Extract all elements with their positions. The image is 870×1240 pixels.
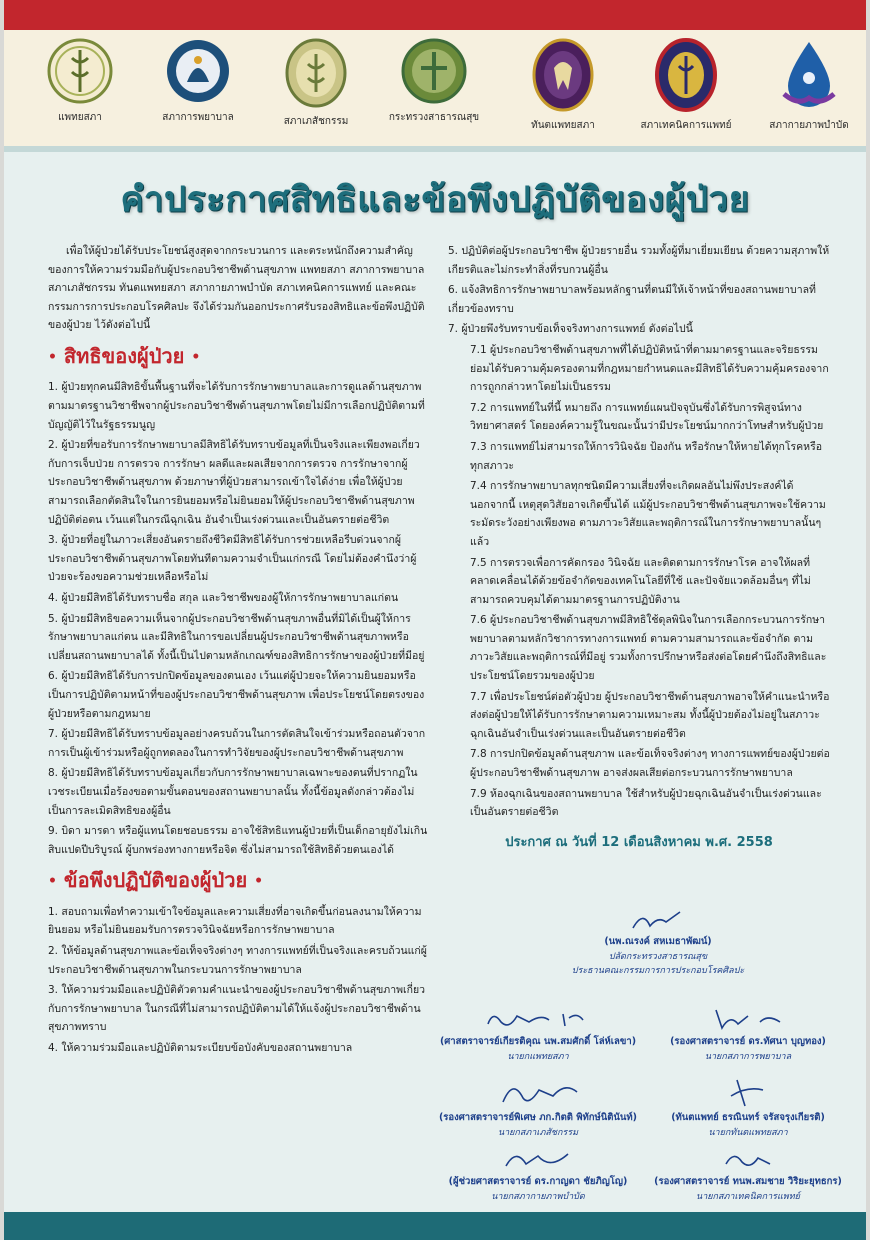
logo-label: กระทรวงสาธารณสุข — [388, 112, 480, 123]
rights-heading — [48, 343, 430, 371]
signatory-role: นายกสภากายภาพบำบัด — [491, 1192, 585, 1202]
duties-item: 7. ผู้ป่วยพึงรับทราบข้อเท็จจริงทางการแพทย์ ดังต่อไปนี้ — [448, 323, 693, 336]
fact-item: 7.7 เพื่อประโยชน์ต่อตัวผู้ป่วย ผู้ประกอบวิชาชีพด้านสุขภาพอาจให้คำแนะนำหรือส่งต่อผู้ป่วยให้ได้รับการรักษาตามความเหมาะสม ทั้งนี้ผู้ป่วยต้องไม่อยู่ในสภาวะฉุกเฉินอันจำเป็นเร่งด่วนและเป็นอันตรายต่อชีวิต — [470, 690, 830, 740]
rights-item: 5. ผู้ป่วยมีสิทธิขอความเห็นจากผู้ประกอบวิชาชีพด้านสุขภาพอื่นที่มิได้เป็นผู้ให้การรักษาพยาบาลแก่ตน และมีสิทธิในการขอเปลี่ยนผู้ประกอบวิชาชีพด้านสุขภาพหรือเปลี่ยนสถานพยาบาลได้ ทั้งนี้เป็นไปตามหลักเกณฑ์ของสิทธิการรักษาของผู้ป่วยที่มีอยู่ — [48, 612, 425, 662]
divider — [4, 146, 866, 152]
medical-council-seal-icon — [47, 38, 113, 104]
logo-label: สภาการพยาบาล — [162, 112, 234, 123]
rights-item: 4. ผู้ป่วยมีสิทธิได้รับทราบชื่อ สกุล และวิชาชีพของผู้ให้การรักษาพยาบาลแก่ตน — [48, 592, 399, 604]
logo-dental-council — [508, 38, 618, 133]
bullet-icon: • — [191, 349, 201, 366]
right-column — [448, 242, 830, 852]
logo-nursing-council — [143, 38, 253, 125]
fact-item: 7.9 ห้องฉุกเฉินของสถานพยาบาล ใช้สำหรับผู้ป่วยฉุกเฉินอันจำเป็นเร่งด่วนและเป็นอันตรายต่อชีวิต — [470, 787, 822, 819]
fact-item: 7.1 ผู้ประกอบวิชาชีพด้านสุขภาพที่ได้ปฏิบัติหน้าที่ตามมาตรฐานและจริยธรรม ย่อมได้รับความคุ้มครองตามที่กฎหมายกำหนดและมีสิทธิได้รับความคุ้มครองจากการถูกกล่าวหาโดยไม่เป็นธรรม — [470, 343, 829, 394]
bullet-icon: • — [48, 873, 57, 890]
signatory-role: นายกสภาการพยาบาล — [704, 1052, 792, 1062]
signatory-role: นายกแพทยสภา — [507, 1052, 569, 1062]
duties-heading-text: ข้อพึงปฏิบัติของผู้ป่วย — [63, 868, 248, 893]
signatory-name: (รองศาสตราจารย์พิเศษ ภก.กิตติ พิทักษ์นิตินันท์) — [438, 1112, 638, 1123]
duties-item: 3. ให้ความร่วมมือและปฏิบัติตัวตามคำแนะนำของผู้ประกอบวิชาชีพด้านสุขภาพเกี่ยวกับการรักษาพยาบาล ในกรณีที่ไม่สามารถปฏิบัติตามได้ให้แจ้งผู้ประกอบวิชาชีพด้านสุขภาพทราบ — [48, 984, 426, 1034]
signatory — [418, 1004, 658, 1063]
signatory-name: (ผู้ช่วยศาสตราจารย์ ดร.กาญดา ชัยภิญโญ) — [448, 1176, 628, 1187]
nursing-council-seal-icon — [165, 38, 231, 104]
bullet-icon: • — [254, 873, 264, 890]
signatory — [418, 1146, 658, 1203]
duties-item: 5. ปฏิบัติต่อผู้ประกอบวิชาชีพ ผู้ป่วยรายอื่น รวมทั้งผู้ที่มาเยี่ยมเยียน ด้วยความสุภาพให้เกียรติและไม่กระทำสิ่งที่รบกวนผู้อื่น — [448, 245, 830, 276]
logo-label: แพทยสภา — [58, 112, 102, 123]
logo-ministry-public-health — [379, 38, 489, 125]
rights-item: 8. ผู้ป่วยมีสิทธิได้รับทราบข้อมูลเกี่ยวกับการรักษาพยาบาลเฉพาะของตนที่ปรากฏในเวชระเบียนเมื่อร้องขอตามขั้นตอนของสถานพยาบาลนั้น ทั้งนี้ข้อมูลดังกล่าวต้องไม่เป็นการละเมิดสิทธิของผู้อื่น — [48, 767, 418, 817]
logo-label: สภากายภาพบำบัด — [769, 120, 849, 131]
duties-heading — [48, 867, 430, 895]
bottom-teal-band — [4, 1212, 866, 1240]
intro-paragraph: เพื่อให้ผู้ป่วยได้รับประโยชน์สูงสุดจากกระบวนการ และตระหนักถึงความสำคัญของการให้ความร่วมมือกับผู้ประกอบวิชาชีพด้านสุขภาพ แพทยสภา สภาการพยาบาล สภาเภสัชกรรม ทันตแพทยสภา สภากายภาพบำบัด สภาเทคนิคการแพทย์ และคณะกรรมการการประกอบโรคศิลปะ จึงได้ร่วมกันออกประกาศรับรองสิทธิและข้อพึงปฏิบัติของผู้ป่วย ไว้ดังต่อไปนี้ — [48, 245, 425, 332]
fact-item: 7.5 การตรวจเพื่อการคัดกรอง วินิจฉัย และติดตามการรักษาโรค อาจให้ผลที่คลาดเคลื่อนได้ด้วยข้อจำกัดของเทคโนโลยีที่ใช้ และปัจจัยแวดล้อมอื่นๆ ที่ไม่สามารถควบคุมได้ตามมาตรฐานการปฏิบัติงาน — [470, 556, 811, 606]
logo-medical-council — [25, 38, 135, 125]
signatory — [648, 1146, 848, 1203]
bullet-icon: • — [48, 349, 57, 366]
rights-heading-text: สิทธิของผู้ป่วย — [63, 343, 185, 368]
signatory-role: ปลัดกระทรวงสาธารณสุข — [608, 952, 708, 962]
signatory-name: (ทันตแพทย์ ธรณินทร์ จรัสจรุงเกียรติ) — [671, 1112, 825, 1123]
dental-council-seal-icon — [532, 38, 594, 112]
announcement-date: ประกาศ ณ วันที่ 12 เดือนสิงหาคม พ.ศ. 2558 — [505, 834, 773, 850]
signatory — [418, 1076, 658, 1139]
signatory — [528, 908, 788, 977]
medical-technology-council-seal-icon — [655, 38, 717, 112]
signatory-name: (ศาสตราจารย์เกียรติคุณ นพ.สมศักดิ์ โล่ห์เลขา) — [439, 1036, 637, 1047]
logo-physical-therapy-council — [754, 38, 864, 133]
physical-therapy-council-seal-icon — [778, 38, 840, 112]
signatory-role: นายกสภาเภสัชกรรม — [497, 1128, 579, 1138]
signatory-role: ประธานคณะกรรมการการประกอบโรคศิลปะ — [571, 966, 745, 976]
handwritten-signature-icon — [493, 1076, 583, 1110]
duties-item: 6. แจ้งสิทธิการรักษาพยาบาลพร้อมหลักฐานที่ตนมีให้เจ้าหน้าที่ของสถานพยาบาลที่เกี่ยวข้องทราบ — [448, 284, 816, 315]
fact-item: 7.4 การรักษาพยาบาลทุกชนิดมีความเสี่ยงที่จะเกิดผลอันไม่พึงประสงค์ได้ นอกจากนี้ เหตุสุดวิสัยอาจเกิดขึ้นได้ แม้ผู้ประกอบวิชาชีพด้านสุขภาพจะใช้ความระมัดระวังอย่างเพียงพอ ตามภาวะวิสัยและพฤติการณ์ในการรักษาพยาบาลนั้นๆ แล้ว — [470, 480, 826, 548]
poster — [4, 0, 866, 1240]
rights-item: 9. บิดา มารดา หรือผู้แทนโดยชอบธรรม อาจใช้สิทธิแทนผู้ป่วยที่เป็นเด็กอายุยังไม่เกินสิบแปดปีบริบูรณ์ ผู้บกพร่องทางกายหรือจิต ซึ่งไม่สามารถใช้สิทธิด้วยตนเองได้ — [48, 825, 428, 856]
handwritten-signature-icon — [628, 908, 688, 934]
duties-item: 1. สอบถามเพื่อทำความเข้าใจข้อมูลและความเสี่ยงที่อาจเกิดขึ้นก่อนลงนามให้ความยินยอม หรือไม่ยินยอมรับการตรวจวินิจฉัยหรือการรักษาพยาบาล — [48, 905, 422, 937]
handwritten-signature-icon — [708, 1004, 788, 1034]
handwritten-signature-icon — [723, 1076, 773, 1110]
signatory-name: (นพ.ณรงค์ สหเมธาพัฒน์) — [604, 936, 712, 947]
logo-label: ทันตแพทยสภา — [531, 120, 595, 131]
pharmacy-council-seal-icon — [285, 38, 347, 108]
left-column — [48, 242, 430, 1060]
signatory-name: (รองศาสตราจารย์ ดร.ทัศนา บุญทอง) — [670, 1036, 826, 1047]
page-title: คำประกาศสิทธิและข้อพึงปฏิบัติของผู้ป่วย — [120, 180, 750, 220]
handwritten-signature-icon — [483, 1004, 593, 1034]
rights-item: 2. ผู้ป่วยที่ขอรับการรักษาพยาบาลมีสิทธิได้รับทราบข้อมูลที่เป็นจริงและเพียงพอเกี่ยวกับการเจ็บป่วย การตรวจ การรักษา ผลดีและผลเสียจากการตรวจ การรักษาจากผู้ประกอบวิชาชีพด้านสุขภาพ ด้วยภาษาที่ผู้ป่วยสามารถเข้าใจได้ง่าย เพื่อให้ผู้ป่วยสามารถเลือกตัดสินใจในการยินยอมหรือไม่ยินยอมให้ผู้ประกอบวิชาชีพด้านสุขภาพปฏิบัติต่อตน เว้นแต่ในกรณีฉุกเฉิน อันจำเป็นเร่งด่วนและเป็นอันตรายต่อชีวิต — [48, 439, 420, 526]
rights-item: 3. ผู้ป่วยที่อยู่ในภาวะเสี่ยงอันตรายถึงชีวิตมีสิทธิได้รับการช่วยเหลือรีบด่วนจากผู้ประกอบวิชาชีพด้านสุขภาพโดยทันทีตามความจำเป็นแก่กรณี โดยไม่ต้องคำนึงว่าผู้ป่วยจะร้องขอความช่วยเหลือหรือไม่ — [48, 534, 417, 584]
rights-item: 1. ผู้ป่วยทุกคนมีสิทธิขั้นพื้นฐานที่จะได้รับการรักษาพยาบาลและการดูแลด้านสุขภาพตามมาตรฐานวิชาชีพจากผู้ประกอบวิชาชีพด้านสุขภาพโดยไม่มีการเลือกปฏิบัติตามที่บัญญัติไว้ในรัฐธรรมนูญ — [48, 381, 425, 431]
fact-item: 7.6 ผู้ประกอบวิชาชีพด้านสุขภาพมีสิทธิใช้ดุลพินิจในการเลือกกระบวนการรักษาพยาบาลตามหลักวิชาการทางการแพทย์ ตามความสามารถและข้อจำกัด ตามภาวะวิสัยและพฤติการณ์ที่มีอยู่ รวมทั้งการปรึกษาหรือส่งต่อโดยคำนึงถึงสิทธิและประโยชน์โดยรวมของผู้ป่วย — [470, 614, 827, 683]
logo-row — [4, 30, 866, 146]
signatory-name: (รองศาสตราจารย์ ทนพ.สมชาย วิริยะยุทธกร) — [654, 1176, 842, 1187]
handwritten-signature-icon — [498, 1146, 578, 1174]
top-red-band — [4, 0, 866, 30]
signatory — [648, 1004, 848, 1063]
fact-item: 7.3 การแพทย์ไม่สามารถให้การวินิจฉัย ป้องกัน หรือรักษาให้หายได้ทุกโรคหรือทุกสภาวะ — [470, 440, 823, 472]
rights-item: 6. ผู้ป่วยมีสิทธิได้รับการปกปิดข้อมูลของตนเอง เว้นแต่ผู้ป่วยจะให้ความยินยอมหรือเป็นการปฏิบัติตามหน้าที่ของผู้ประกอบวิชาชีพด้านสุขภาพ เพื่อประโยชน์โดยตรงของผู้ป่วยหรือตามกฎหมาย — [48, 670, 425, 720]
logo-pharmacy-council — [261, 38, 371, 129]
logo-label: สภาเภสัชกรรม — [283, 116, 349, 127]
signatory-role: นายกสภาเทคนิคการแพทย์ — [696, 1192, 800, 1202]
fact-item: 7.2 การแพทย์ในที่นี้ หมายถึง การแพทย์แผนปัจจุบันซึ่งได้รับการพิสูจน์ทางวิทยาศาสตร์ โดยองค์ความรู้ในขณะนั้นว่ามีประโยชน์มากกว่าโทษสำหรับผู้ป่วย — [470, 401, 824, 433]
logo-label: สภาเทคนิคการแพทย์ — [640, 120, 732, 131]
logo-medical-technology-council — [631, 38, 741, 133]
signatory-role: นายกทันตแพทยสภา — [708, 1128, 788, 1138]
fact-item: 7.8 การปกปิดข้อมูลด้านสุขภาพ และข้อเท็จจริงต่างๆ ทางการแพทย์ของผู้ป่วยต่อผู้ประกอบวิชาชีพด้านสุขภาพ อาจส่งผลเสียต่อกระบวนการรักษาพยาบาล — [470, 748, 830, 780]
ministry-public-health-seal-icon — [401, 38, 467, 104]
duties-item: 4. ให้ความร่วมมือและปฏิบัติตามระเบียบข้อบังคับของสถานพยาบาล — [48, 1041, 353, 1054]
rights-item: 7. ผู้ป่วยมีสิทธิได้รับทราบข้อมูลอย่างครบถ้วนในการตัดสินใจเข้าร่วมหรือถอนตัวจากการเป็นผู้เข้าร่วมหรือผู้ถูกทดลองในการทำวิจัยของผู้ประกอบวิชาชีพด้านสุขภาพ — [48, 728, 426, 759]
signatory — [648, 1076, 848, 1139]
duties-item: 2. ให้ข้อมูลด้านสุขภาพและข้อเท็จจริงต่างๆ ทางการแพทย์ที่เป็นจริงและครบถ้วนแก่ผู้ประกอบวิชาชีพด้านสุขภาพในกระบวนการรักษาพยาบาล — [48, 945, 427, 976]
handwritten-signature-icon — [718, 1146, 778, 1174]
